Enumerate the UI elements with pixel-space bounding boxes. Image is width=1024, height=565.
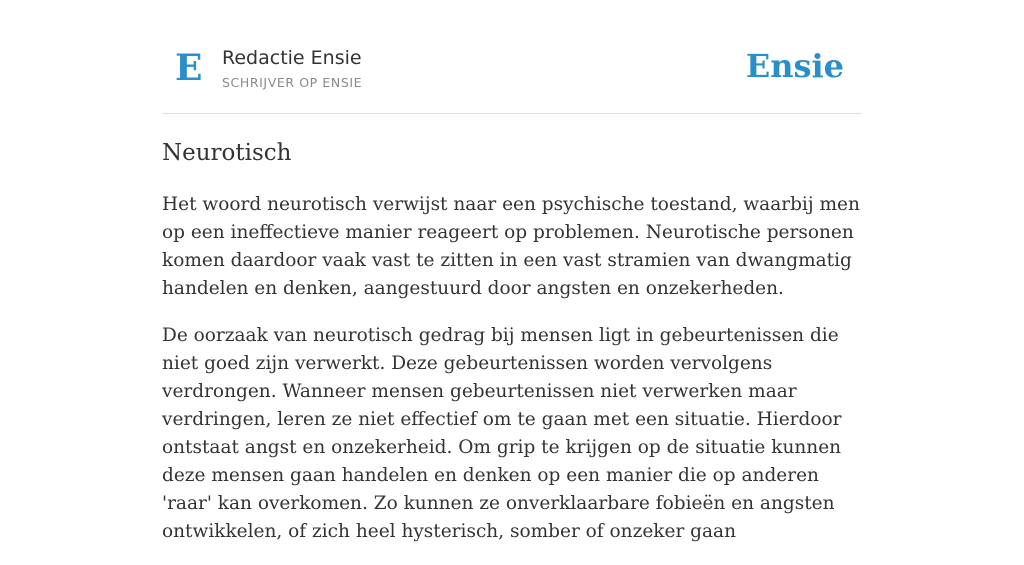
article-title: Neurotisch [162, 140, 292, 166]
author-role: SCHRIJVER OP ENSIE [222, 75, 363, 90]
ensie-logo[interactable]: Ensie [745, 47, 844, 85]
author-name[interactable]: Redactie Ensie [222, 47, 362, 69]
article-body [162, 136, 864, 565]
article-paragraph-2: De oorzaak van neurotisch gedrag bij mensen ligt in gebeurtenissen die niet goed zijn verwerkt. Deze gebeurtenissen worden vervolgens verdrongen. Wanneer mensen gebeurtenissen niet verwerken maar verdringen, leren ze niet effectief om te gaan met een situatie. Hierdoor ontstaat angst en onzekerheid. Om grip te krijgen op de situatie kunnen deze mensen gaan handelen en denken op een manier die op anderen 'raar' kan overkomen. Zo kunnen ze onverklaarbare fobieën en angsten ontwikkelen, of zich heel hysterisch, somber of onzeker gaan [162, 325, 842, 542]
article-paragraph-1: Het woord neurotisch verwijst naar een psychische toestand, waarbij men op een ineffectieve manier reageert op problemen. Neurotische personen komen daardoor vaak vast te zitten in een vast stramien van dwangmatig handelen en denken, aangestuurd door angsten en onzekerheden. [162, 194, 860, 299]
author-avatar[interactable]: E [175, 47, 203, 89]
author-header [162, 0, 862, 114]
